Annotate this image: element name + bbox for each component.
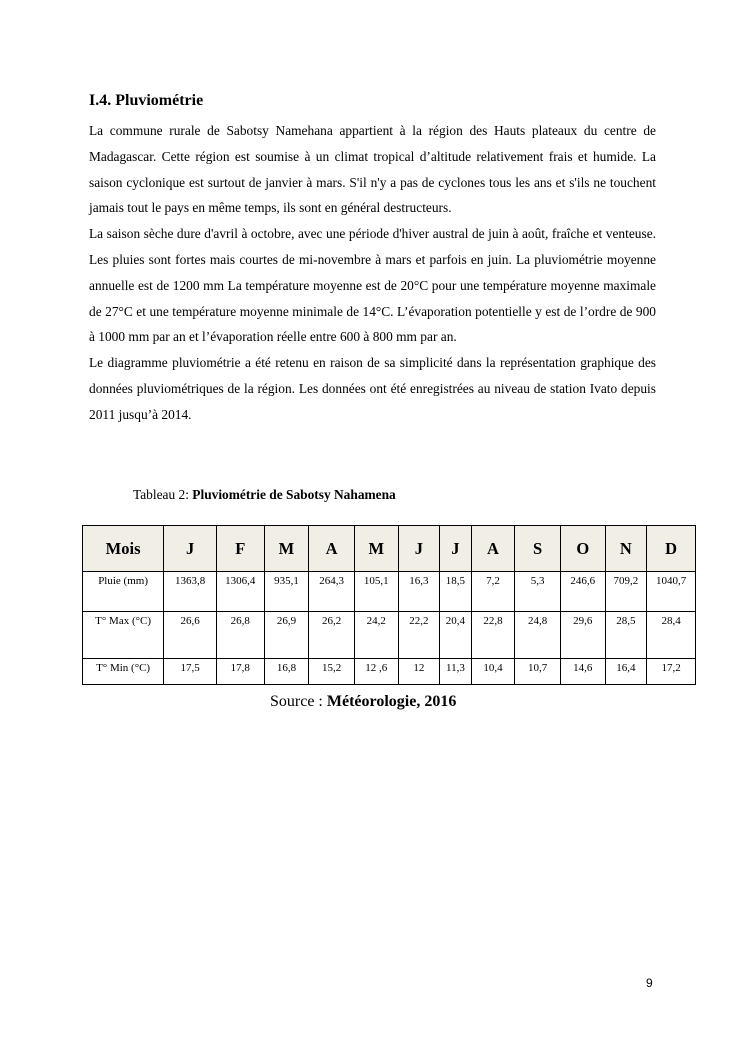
table-cell: 24,2	[354, 612, 398, 659]
table-cell: 5,3	[515, 572, 561, 612]
header-cell: M	[264, 526, 309, 572]
table-header-row	[83, 526, 696, 572]
table-cell: 12	[398, 659, 440, 685]
table-cell: 14,6	[560, 659, 605, 685]
paragraph: La saison sèche dure d'avril à octobre, avec une période d'hiver austral de juin à août, fraîche et venteuse. Les pluies sont fortes mais courtes de mi-novembre à mars et parfois en juin. La pluviométrie moyenne annuelle est de 1200 mm La température moyenne est de 20°C pour une température moyenne maximale de 27°C et une température moyenne minimale de 14°C. L’évaporation potentielle y est de l’ordre de 900 à 1000 mm par an et l’évaporation réelle entre 600 à 800 mm par an.	[89, 226, 656, 345]
header-cell: M	[354, 526, 398, 572]
paragraph: Le diagramme pluviométrie a été retenu en raison de sa simplicité dans la représentation graphique des données pluviométriques de la région. Les données ont été enregistrées au niveau de station Ivato depuis 2011 jusqu’à 2014.	[89, 355, 656, 422]
table-cell: 7,2	[471, 572, 515, 612]
source-prefix: Source :	[270, 693, 327, 710]
table-cell: 709,2	[605, 572, 647, 612]
table-cell: 29,6	[560, 612, 605, 659]
table-cell: 246,6	[560, 572, 605, 612]
table-cell: 12 ,6	[354, 659, 398, 685]
table-row	[83, 572, 696, 612]
row-label: T° Min (°C)	[83, 659, 164, 685]
header-cell: J	[164, 526, 217, 572]
table-cell: 22,2	[398, 612, 440, 659]
table-cell: 15,2	[309, 659, 355, 685]
header-cell: N	[605, 526, 647, 572]
table-cell: 26,2	[309, 612, 355, 659]
table-cell: 1040,7	[647, 572, 696, 612]
table-cell: 1306,4	[216, 572, 264, 612]
table-cell: 17,2	[647, 659, 696, 685]
header-cell: Mois	[83, 526, 164, 572]
table-cell: 11,3	[440, 659, 471, 685]
header-cell: A	[471, 526, 515, 572]
header-cell: D	[647, 526, 696, 572]
section-heading: I.4. Pluviométrie	[89, 92, 204, 109]
table-cell: 22,8	[471, 612, 515, 659]
table-cell: 26,8	[216, 612, 264, 659]
table-caption	[133, 487, 396, 503]
table-cell: 17,8	[216, 659, 264, 685]
row-label: T° Max (°C)	[83, 612, 164, 659]
header-cell: S	[515, 526, 561, 572]
table-cell: 16,8	[264, 659, 309, 685]
table-cell: 10,4	[471, 659, 515, 685]
table-cell: 24,8	[515, 612, 561, 659]
header-cell: J	[440, 526, 471, 572]
table-cell: 16,4	[605, 659, 647, 685]
table-cell: 20,4	[440, 612, 471, 659]
table-source	[270, 693, 456, 711]
table-cell: 1363,8	[164, 572, 217, 612]
source-name: Météorologie, 2016	[326, 693, 457, 710]
header-cell: F	[216, 526, 264, 572]
table-cell: 16,3	[398, 572, 440, 612]
table-cell: 28,4	[647, 612, 696, 659]
section-body	[89, 118, 656, 428]
table-cell: 10,7	[515, 659, 561, 685]
table-row	[83, 659, 696, 685]
table-cell: 26,6	[164, 612, 217, 659]
table-cell: 105,1	[354, 572, 398, 612]
table-cell: 264,3	[309, 572, 355, 612]
row-label: Pluie (mm)	[83, 572, 164, 612]
pluviometry-table	[82, 525, 696, 685]
table-row	[83, 612, 696, 659]
caption-prefix: Tableau 2:	[133, 487, 193, 502]
header-cell: J	[398, 526, 440, 572]
page-number: 9	[646, 976, 653, 990]
header-cell: O	[560, 526, 605, 572]
header-cell: A	[309, 526, 355, 572]
paragraph: La commune rurale de Sabotsy Namehana appartient à la région des Hauts plateaux du centre de Madagascar. Cette région est soumise à un climat tropical d’altitude relativement frais et humide. La saison cyclonique est surtout de janvier à mars. S'il n'y a pas de cyclones tous les ans et s'ils ne touchent jamais tout le pays en même temps, ils sont en général destructeurs.	[89, 123, 656, 216]
table-cell: 18,5	[440, 572, 471, 612]
table-cell: 26,9	[264, 612, 309, 659]
table-cell: 28,5	[605, 612, 647, 659]
table-cell: 17,5	[164, 659, 217, 685]
caption-title: Pluviométrie de Sabotsy Nahamena	[192, 487, 396, 502]
table-cell: 935,1	[264, 572, 309, 612]
